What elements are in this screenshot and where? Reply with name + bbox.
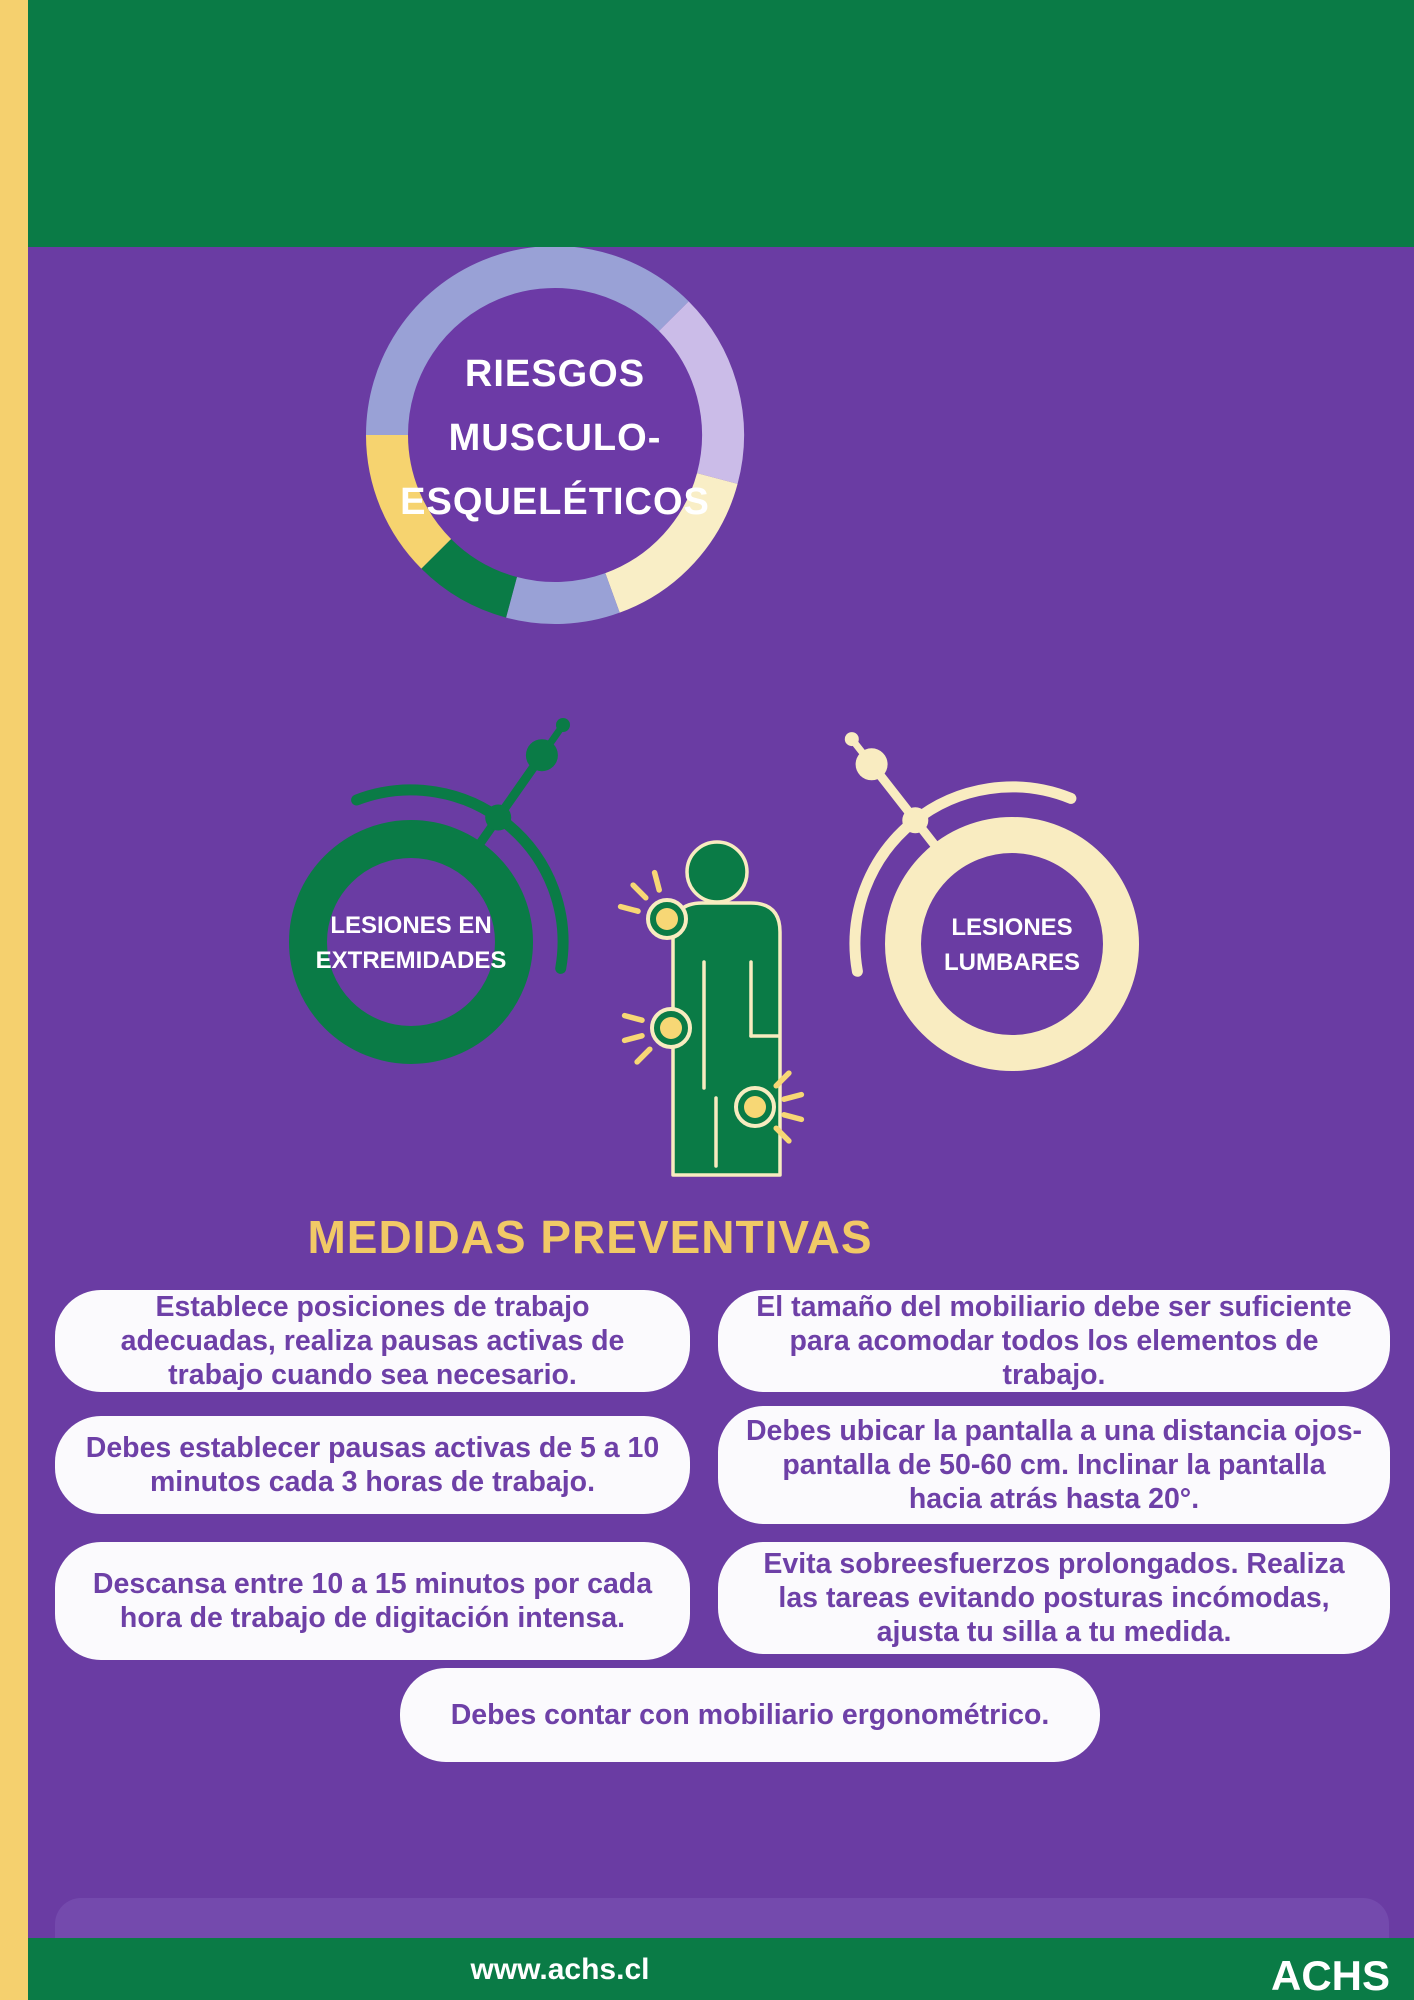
measure-text: Evita sobreesfuerzos prolongados. Realiza las tareas evitando posturas incómodas, ajusta tu silla a tu medida. — [763, 1548, 1345, 1648]
extremities-label-line2: EXTREMIDADES — [315, 947, 507, 974]
measure-text: Descansa entre 10 a 15 minutos por cada hora de trabajo de digitación intensa. — [92, 1568, 653, 1634]
measure-box — [55, 1290, 690, 1392]
measure-text: El tamaño del mobiliario debe ser suficiente para acomodar todos los elementos de trabajo. — [756, 1291, 1352, 1391]
measure-text: Establece posiciones de trabajo adecuadas, realiza pausas activas de trabajo cuando sea necesario. — [120, 1291, 625, 1391]
center-title-line2: MUSCULO- — [448, 417, 662, 459]
measure-box — [718, 1290, 1390, 1392]
measure-text: Debes establecer pausas activas de 5 a 10 minutos cada 3 horas de trabajo. — [85, 1432, 660, 1498]
extremities-circle — [230, 620, 620, 1090]
extremities-label — [296, 908, 526, 978]
lumbar-label-line1: LESIONES — [951, 914, 1073, 941]
achs-logo: ACHS — [1270, 1952, 1390, 1999]
measure-text: Debes ubicar la pantalla a una distancia ojos-pantalla de 50-60 cm. Inclinar la pantalla hacia atrás hasta 20°. — [745, 1415, 1363, 1515]
center-circle-title — [385, 342, 725, 534]
measure-box — [400, 1668, 1100, 1762]
measure-box — [718, 1542, 1390, 1654]
footer-bar — [0, 1938, 1414, 2000]
lumbar-label-line2: LUMBARES — [944, 949, 1080, 976]
measure-box — [55, 1416, 690, 1514]
measure-text: Debes contar con mobiliario ergonométrico. — [450, 1699, 1050, 1731]
section-heading: MEDIDAS PREVENTIVAS — [307, 1211, 873, 1263]
extremities-label-line1: LESIONES EN — [330, 912, 492, 939]
left-accent-stripe — [0, 0, 28, 2000]
center-title-line3: ESQUELÉTICOS — [400, 481, 710, 523]
lumbar-label — [897, 910, 1127, 980]
lumbar-circle — [820, 690, 1200, 1120]
center-title-line1: RIESGOS — [464, 353, 646, 395]
measure-box — [718, 1406, 1390, 1524]
measure-box — [55, 1542, 690, 1660]
human-figure-icon — [600, 830, 850, 1190]
footer-url[interactable]: www.achs.cl — [470, 1953, 650, 1986]
lower-decor-band — [55, 1898, 1389, 1943]
header-bar — [0, 0, 1414, 247]
